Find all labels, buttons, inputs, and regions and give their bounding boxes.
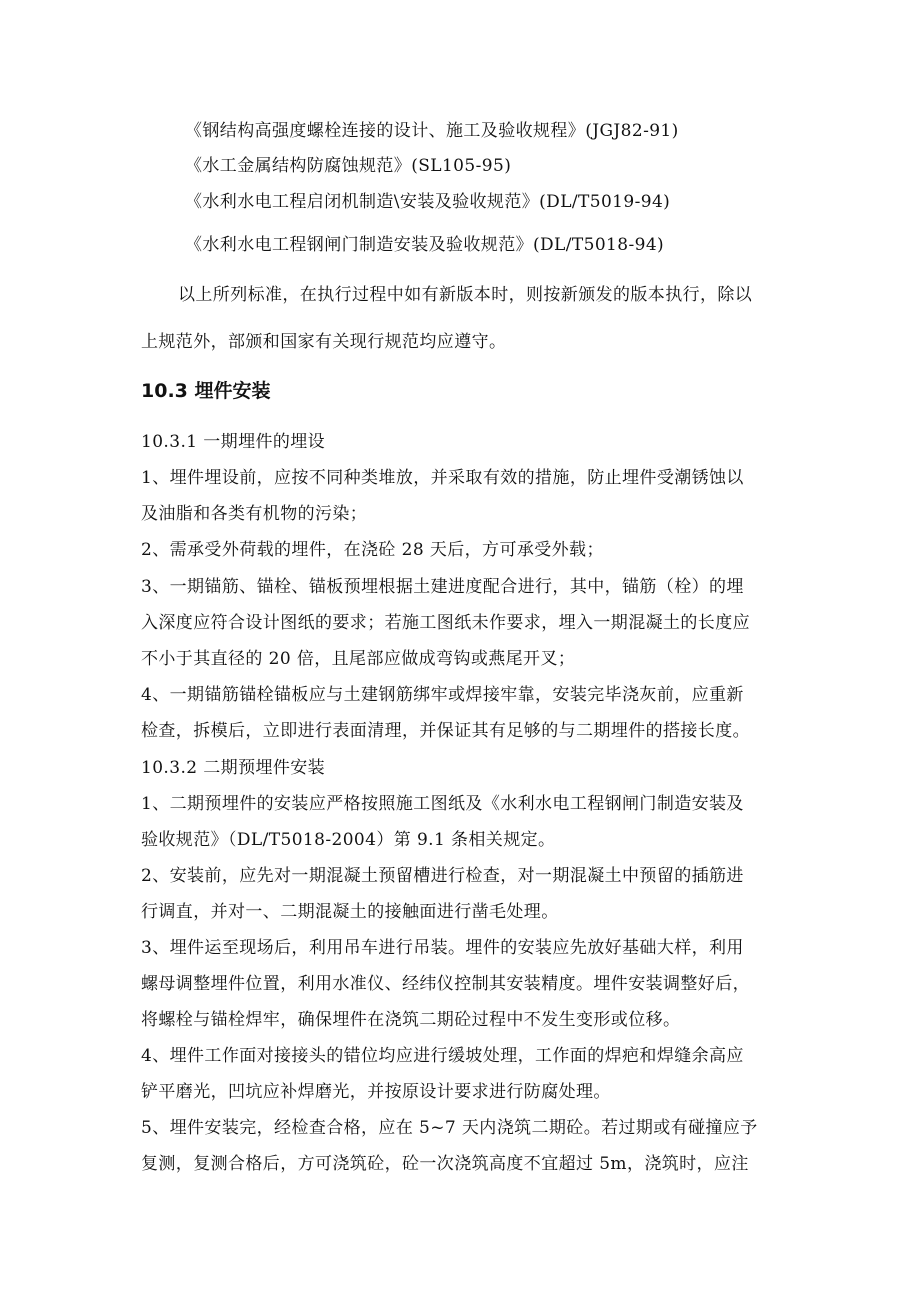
standard-item: 《水利水电工程钢闸门制造安装及验收规范》(DL/T5018-94) — [185, 235, 665, 255]
paragraph-line: 将螺栓与锚栓焊牢，确保埋件在浇筑二期砼过程中不发生变形或位移。 — [141, 1010, 681, 1030]
paragraph-line: 螺母调整埋件位置，利用水准仪、经纬仪控制其安装精度。埋件安装调整好后， — [141, 974, 750, 994]
paragraph-line: 复测，复测合格后，方可浇筑砼，砼一次浇筑高度不宜超过 5m，浇筑时，应注 — [141, 1154, 749, 1174]
paragraph-line: 4、埋件工作面对接接头的错位均应进行缓坡处理，工作面的焊疤和焊缝余高应 — [141, 1046, 744, 1066]
paragraph-line: 1、埋件埋设前，应按不同种类堆放，并采取有效的措施，防止埋件受潮锈蚀以 — [141, 468, 744, 488]
section-heading: 10.3 埋件安装 — [141, 380, 271, 402]
paragraph-line: 不小于其直径的 20 倍，且尾部应做成弯钩或燕尾开叉； — [141, 649, 576, 669]
paragraph-line: 3、埋件运至现场后，利用吊车进行吊装。埋件的安装应先放好基础大样，利用 — [141, 938, 744, 958]
paragraph-line: 2、需承受外荷载的埋件，在浇砼 28 天后，方可承受外载； — [141, 540, 604, 560]
paragraph-line: 铲平磨光，凹坑应补焊磨光，并按原设计要求进行防腐处理。 — [141, 1082, 611, 1102]
paragraph-line: 5、埋件安装完，经检查合格，应在 5~7 天内浇筑二期砼。若过期或有碰撞应予 — [141, 1118, 758, 1138]
paragraph-line: 2、安装前，应先对一期混凝土预留槽进行检查，对一期混凝土中预留的插筋进 — [141, 866, 744, 886]
paragraph-line: 4、一期锚筋锚栓锚板应与土建钢筋绑牢或焊接牢靠，安装完毕浇灰前，应重新 — [141, 685, 744, 705]
paragraph-line: 验收规范》（DL/T5018-2004）第 9.1 条相关规定。 — [141, 830, 556, 850]
standard-item: 《水工金属结构防腐蚀规范》(SL105-95) — [185, 156, 512, 176]
paragraph-line: 入深度应符合设计图纸的要求；若施工图纸未作要求，埋入一期混凝土的长度应 — [141, 613, 750, 633]
standard-item: 《水利水电工程启闭机制造\安装及验收规范》(DL/T5019-94) — [185, 192, 671, 212]
standard-item: 《钢结构高强度螺栓连接的设计、施工及验收规程》(JGJ82-91) — [185, 121, 679, 141]
paragraph-line: 行调直，并对一、二期混凝土的接触面进行凿毛处理。 — [141, 902, 559, 922]
paragraph-line: 1、二期预埋件的安装应严格按照施工图纸及《水利水电工程钢闸门制造安装及 — [141, 794, 744, 814]
paragraph-line: 及油脂和各类有机物的污染； — [141, 504, 368, 524]
paragraph-line: 3、一期锚筋、锚栓、锚板预埋根据土建进度配合进行，其中，锚筋（栓）的埋 — [141, 577, 744, 597]
subsection-title: 10.3.1 一期埋件的埋设 — [141, 432, 326, 452]
note-line: 以上所列标准，在执行过程中如有新版本时，则按新颁发的版本执行，除以 — [178, 285, 753, 305]
subsection-title: 10.3.2 二期预埋件安装 — [141, 758, 326, 778]
note-line: 上规范外，部颁和国家有关现行规范均应遵守。 — [141, 332, 507, 352]
paragraph-line: 检查，拆模后，立即进行表面清理，并保证其有足够的与二期埋件的搭接长度。 — [141, 721, 750, 741]
